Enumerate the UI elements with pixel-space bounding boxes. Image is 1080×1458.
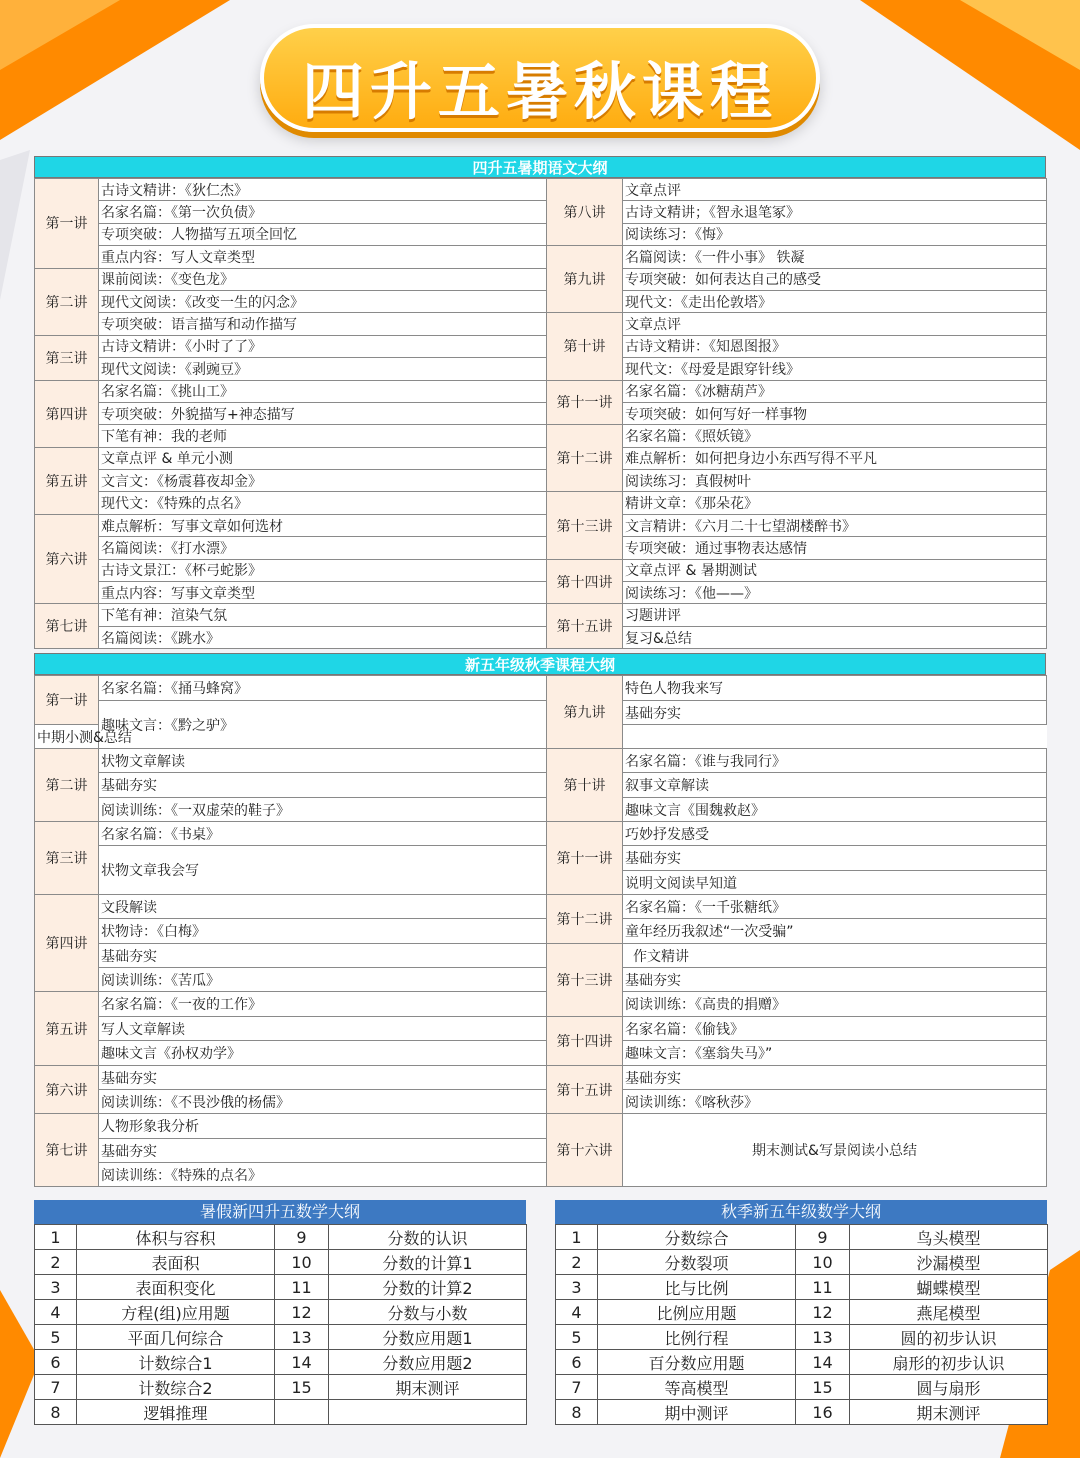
lecture-label: 第五讲 bbox=[35, 992, 99, 1066]
outline-item: 基础夯实 bbox=[623, 968, 1047, 992]
lesson-number: 15 bbox=[796, 1375, 850, 1400]
outline-item: 文章点评 & 暑期测试 bbox=[623, 559, 1047, 581]
lecture-label: 第十四讲 bbox=[547, 1017, 623, 1066]
summer-math-section bbox=[34, 1200, 526, 1425]
lesson-topic: 分数综合 bbox=[598, 1225, 796, 1250]
lecture-label: 第七讲 bbox=[35, 1114, 99, 1187]
outline-item: 说明文阅读早知道 bbox=[623, 871, 1047, 895]
lesson-number: 3 bbox=[35, 1275, 77, 1300]
lecture-label: 第十二讲 bbox=[547, 895, 623, 944]
autumn-math-header: 秋季新五年级数学大纲 bbox=[555, 1200, 1047, 1224]
outline-item: 状物文章我会写 bbox=[99, 846, 547, 895]
outline-item: 状物诗：《白梅》 bbox=[99, 919, 547, 944]
outline-item: 基础夯实 bbox=[623, 846, 1047, 871]
lesson-topic: 期中测评 bbox=[598, 1400, 796, 1425]
outline-item: 名篇阅读：《一件小事》 铁凝 bbox=[623, 246, 1047, 268]
outline-item: 文章点评 & 单元小测 bbox=[99, 447, 547, 469]
lecture-label: 第十五讲 bbox=[547, 1066, 623, 1114]
outline-item: 专项突破：外貌描写+神态描写 bbox=[99, 402, 547, 424]
outline-item: 古诗文精讲；《智永退笔冢》 bbox=[623, 201, 1047, 223]
outline-item: 名篇阅读：《打水漂》 bbox=[99, 537, 547, 559]
lesson-topic: 沙漏模型 bbox=[850, 1250, 1048, 1275]
autumn-chinese-table bbox=[34, 675, 1047, 1187]
outline-item: 基础夯实 bbox=[99, 773, 547, 798]
outline-item: 阅读训练：《特殊的点名》 bbox=[99, 1163, 547, 1187]
outline-item: 习题讲评 bbox=[623, 604, 1047, 626]
lesson-number: 12 bbox=[796, 1300, 850, 1325]
outline-item: 下笔有神：渲染气氛 bbox=[99, 604, 547, 626]
lecture-label: 第十讲 bbox=[547, 749, 623, 822]
lecture-label: 第十五讲 bbox=[547, 604, 623, 649]
page-title: 四升五暑秋课程 bbox=[301, 55, 778, 128]
outline-item: 巧妙抒发感受 bbox=[623, 822, 1047, 846]
outline-item: 现代文：《走出伦敦塔》 bbox=[623, 290, 1047, 312]
outline-item: 名家名篇：《偷钱》 bbox=[623, 1017, 1047, 1041]
lesson-number: 11 bbox=[275, 1275, 329, 1300]
outline-item: 专项突破：如何写好一样事物 bbox=[623, 402, 1047, 424]
lecture-label: 第二讲 bbox=[35, 268, 99, 335]
lecture-label: 第一讲 bbox=[35, 676, 99, 725]
lecture-label: 第十讲 bbox=[547, 313, 623, 380]
lecture-label: 第九讲 bbox=[547, 676, 623, 749]
outline-item: 重点内容：写事文章类型 bbox=[99, 582, 547, 604]
lecture-label: 第十一讲 bbox=[547, 380, 623, 425]
lesson-topic: 计数综合1 bbox=[77, 1350, 275, 1375]
lesson-topic: 表面积 bbox=[77, 1250, 275, 1275]
lesson-topic: 扇形的初步认识 bbox=[850, 1350, 1048, 1375]
outline-item: 名家名篇：《第一次负债》 bbox=[99, 201, 547, 223]
outline-item: 阅读练习：《他——》 bbox=[623, 582, 1047, 604]
lesson-number: 10 bbox=[275, 1250, 329, 1275]
lesson-topic: 期末测评 bbox=[329, 1375, 527, 1400]
lecture-label: 第九讲 bbox=[547, 246, 623, 313]
lesson-topic: 分数的认识 bbox=[329, 1225, 527, 1250]
lecture-label: 第五讲 bbox=[35, 447, 99, 514]
lesson-topic: 方程(组)应用题 bbox=[77, 1300, 275, 1325]
lesson-topic: 体积与容积 bbox=[77, 1225, 275, 1250]
outline-item: 趣味文言《孙权劝学》 bbox=[99, 1041, 547, 1066]
lesson-topic: 蝴蝶模型 bbox=[850, 1275, 1048, 1300]
outline-item: 重点内容：写人文章类型 bbox=[99, 246, 547, 268]
lesson-number: 16 bbox=[796, 1400, 850, 1425]
lesson-number: 12 bbox=[275, 1300, 329, 1325]
lesson-topic: 比例应用题 bbox=[598, 1300, 796, 1325]
outline-item: 趣味文言：《塞翁失马》” bbox=[623, 1041, 1047, 1066]
outline-item: 名家名篇：《一千张糖纸》 bbox=[623, 895, 1047, 919]
lesson-number: 14 bbox=[275, 1350, 329, 1375]
outline-item: 写人文章解读 bbox=[99, 1017, 547, 1041]
lesson-number: 10 bbox=[796, 1250, 850, 1275]
outline-item: 名篇阅读：《跳水》 bbox=[99, 626, 547, 648]
lesson-number: 7 bbox=[35, 1375, 77, 1400]
lecture-label: 第八讲 bbox=[547, 179, 623, 246]
outline-item: 课前阅读：《变色龙》 bbox=[99, 268, 547, 290]
lesson-topic: 分数与小数 bbox=[329, 1300, 527, 1325]
summer-chinese-header: 四升五暑期语文大纲 bbox=[34, 156, 1046, 178]
outline-item: 趣味文言：《黔之驴》 bbox=[99, 701, 547, 749]
lecture-label: 第四讲 bbox=[35, 895, 99, 992]
outline-item: 古诗文景江：《杯弓蛇影》 bbox=[99, 559, 547, 581]
lesson-number: 8 bbox=[35, 1400, 77, 1425]
outline-item: 古诗文精讲：《小时了了》 bbox=[99, 335, 547, 357]
lecture-label: 第十三讲 bbox=[547, 492, 623, 559]
outline-item: 专项突破：通过事物表达感情 bbox=[623, 537, 1047, 559]
lesson-number: 1 bbox=[35, 1225, 77, 1250]
autumn-chinese-header: 新五年级秋季课程大纲 bbox=[34, 653, 1046, 675]
outline-item: 基础夯实 bbox=[99, 944, 547, 968]
lesson-number bbox=[275, 1400, 329, 1425]
lesson-number: 11 bbox=[796, 1275, 850, 1300]
lesson-number: 5 bbox=[35, 1325, 77, 1350]
lecture-label: 第十四讲 bbox=[547, 559, 623, 604]
outline-item: 古诗文精讲：《狄仁杰》 bbox=[99, 179, 547, 201]
lesson-topic: 平面几何综合 bbox=[77, 1325, 275, 1350]
lesson-number: 9 bbox=[275, 1225, 329, 1250]
outline-item: 名家名篇：《一夜的工作》 bbox=[99, 992, 547, 1017]
title-banner bbox=[260, 24, 820, 132]
outline-item: 文章点评 bbox=[623, 179, 1047, 201]
lesson-number: 9 bbox=[796, 1225, 850, 1250]
lesson-number: 5 bbox=[556, 1325, 598, 1350]
lecture-label: 第三讲 bbox=[35, 822, 99, 895]
lesson-topic: 逻辑推理 bbox=[77, 1400, 275, 1425]
lesson-number: 14 bbox=[796, 1350, 850, 1375]
outline-item: 人物形象我分析 bbox=[99, 1114, 547, 1139]
outline-item: 阅读练习：真假树叶 bbox=[623, 470, 1047, 492]
autumn-math-section bbox=[555, 1200, 1047, 1425]
outline-item: 现代文：《母爱是跟穿针线》 bbox=[623, 358, 1047, 380]
lecture-label: 第一讲 bbox=[35, 179, 99, 269]
lesson-topic: 分数应用题1 bbox=[329, 1325, 527, 1350]
outline-item: 复习&总结 bbox=[623, 626, 1047, 648]
summer-math-table bbox=[34, 1224, 527, 1425]
outline-item: 古诗文精讲：《知恩图报》 bbox=[623, 335, 1047, 357]
lesson-number: 13 bbox=[275, 1325, 329, 1350]
outline-item: 中期小测&总结 bbox=[35, 725, 99, 749]
outline-item: 名家名篇：《冰糖葫芦》 bbox=[623, 380, 1047, 402]
outline-item: 基础夯实 bbox=[623, 701, 1047, 725]
lecture-label: 第十三讲 bbox=[547, 944, 623, 1017]
outline-item: 基础夯实 bbox=[99, 1139, 547, 1163]
outline-item: 文言文：《杨震暮夜却金》 bbox=[99, 470, 547, 492]
lesson-number: 3 bbox=[556, 1275, 598, 1300]
lecture-label: 第七讲 bbox=[35, 604, 99, 649]
lesson-number: 4 bbox=[556, 1300, 598, 1325]
lesson-topic bbox=[329, 1400, 527, 1425]
outline-item: 叙事文章解读 bbox=[623, 773, 1047, 798]
summer-math-header: 暑假新四升五数学大纲 bbox=[34, 1200, 526, 1224]
outline-item: 作文精讲 bbox=[623, 944, 1047, 968]
outline-item: 状物文章解读 bbox=[99, 749, 547, 773]
outline-item: 阅读训练：《喀秋莎》 bbox=[623, 1090, 1047, 1114]
lesson-number: 15 bbox=[275, 1375, 329, 1400]
lesson-number: 8 bbox=[556, 1400, 598, 1425]
lesson-number: 6 bbox=[35, 1350, 77, 1375]
outline-item: 现代文阅读：《剥豌豆》 bbox=[99, 358, 547, 380]
lesson-topic: 表面积变化 bbox=[77, 1275, 275, 1300]
lesson-topic: 等高模型 bbox=[598, 1375, 796, 1400]
outline-item: 期末测试&写景阅读小总结 bbox=[623, 1114, 1047, 1187]
outline-item: 名家名篇：《书桌》 bbox=[99, 822, 547, 846]
summer-chinese-section bbox=[34, 156, 1046, 649]
outline-item: 童年经历我叙述“一次受骗” bbox=[623, 919, 1047, 944]
outline-item: 现代文阅读：《改变一生的闪念》 bbox=[99, 290, 547, 312]
lesson-topic: 分数的计算2 bbox=[329, 1275, 527, 1300]
outline-item: 文段解读 bbox=[99, 895, 547, 919]
lesson-topic: 比与比例 bbox=[598, 1275, 796, 1300]
outline-item: 名家名篇：《挑山工》 bbox=[99, 380, 547, 402]
outline-item: 特色人物我来写 bbox=[623, 676, 1047, 701]
outline-item: 名家名篇：《捅马蜂窝》 bbox=[99, 676, 547, 701]
lesson-topic: 燕尾模型 bbox=[850, 1300, 1048, 1325]
lesson-topic: 百分数应用题 bbox=[598, 1350, 796, 1375]
lecture-label: 第二讲 bbox=[35, 749, 99, 822]
outline-item: 文章点评 bbox=[623, 313, 1047, 335]
lesson-topic: 圆与扇形 bbox=[850, 1375, 1048, 1400]
lesson-number: 13 bbox=[796, 1325, 850, 1350]
outline-item: 名家名篇：《照妖镜》 bbox=[623, 425, 1047, 447]
lecture-label: 第十二讲 bbox=[547, 425, 623, 492]
lecture-label: 第四讲 bbox=[35, 380, 99, 447]
autumn-math-table bbox=[555, 1224, 1048, 1425]
outline-item: 文言精讲：《六月二十七望湖楼醉书》 bbox=[623, 514, 1047, 536]
outline-item: 精讲文章：《那朵花》 bbox=[623, 492, 1047, 514]
lesson-number: 7 bbox=[556, 1375, 598, 1400]
outline-item: 阅读训练：《不畏沙俄的杨儒》 bbox=[99, 1090, 547, 1114]
outline-item: 阅读训练：《高贵的捐赠》 bbox=[623, 992, 1047, 1017]
outline-item: 趣味文言《围魏救赵》 bbox=[623, 798, 1047, 822]
outline-item: 难点解析：如何把身边小东西写得不平凡 bbox=[623, 447, 1047, 469]
lecture-label: 第六讲 bbox=[35, 514, 99, 604]
lesson-topic: 期末测评 bbox=[850, 1400, 1048, 1425]
lecture-label: 第三讲 bbox=[35, 335, 99, 380]
outline-item: 专项突破：人物描写五项全回忆 bbox=[99, 223, 547, 245]
outline-item: 阅读训练：《苦瓜》 bbox=[99, 968, 547, 992]
outline-item: 阅读训练：《一双虚荣的鞋子》 bbox=[99, 798, 547, 822]
outline-item: 现代文：《特殊的点名》 bbox=[99, 492, 547, 514]
lesson-topic: 分数应用题2 bbox=[329, 1350, 527, 1375]
lesson-number: 1 bbox=[556, 1225, 598, 1250]
lesson-topic: 计数综合2 bbox=[77, 1375, 275, 1400]
lecture-label: 第十六讲 bbox=[547, 1114, 623, 1187]
outline-item: 基础夯实 bbox=[623, 1066, 1047, 1090]
lesson-topic: 比例行程 bbox=[598, 1325, 796, 1350]
outline-item: 专项突破：语言描写和动作描写 bbox=[99, 313, 547, 335]
lesson-topic: 圆的初步认识 bbox=[850, 1325, 1048, 1350]
outline-item: 难点解析：写事文章如何选材 bbox=[99, 514, 547, 536]
lesson-number: 2 bbox=[35, 1250, 77, 1275]
outline-item: 阅读练习：《悔》 bbox=[623, 223, 1047, 245]
lesson-topic: 鸟头模型 bbox=[850, 1225, 1048, 1250]
lesson-topic: 分数的计算1 bbox=[329, 1250, 527, 1275]
outline-item: 名家名篇：《谁与我同行》 bbox=[623, 749, 1047, 773]
outline-item: 专项突破：如何表达自己的感受 bbox=[623, 268, 1047, 290]
outline-item: 基础夯实 bbox=[99, 1066, 547, 1090]
lesson-number: 4 bbox=[35, 1300, 77, 1325]
lesson-number: 2 bbox=[556, 1250, 598, 1275]
summer-chinese-table bbox=[34, 178, 1047, 649]
lesson-topic: 分数裂项 bbox=[598, 1250, 796, 1275]
lecture-label: 第十一讲 bbox=[547, 822, 623, 895]
outline-item: 下笔有神：我的老师 bbox=[99, 425, 547, 447]
autumn-chinese-section bbox=[34, 653, 1046, 1187]
lesson-number: 6 bbox=[556, 1350, 598, 1375]
lecture-label: 第六讲 bbox=[35, 1066, 99, 1114]
